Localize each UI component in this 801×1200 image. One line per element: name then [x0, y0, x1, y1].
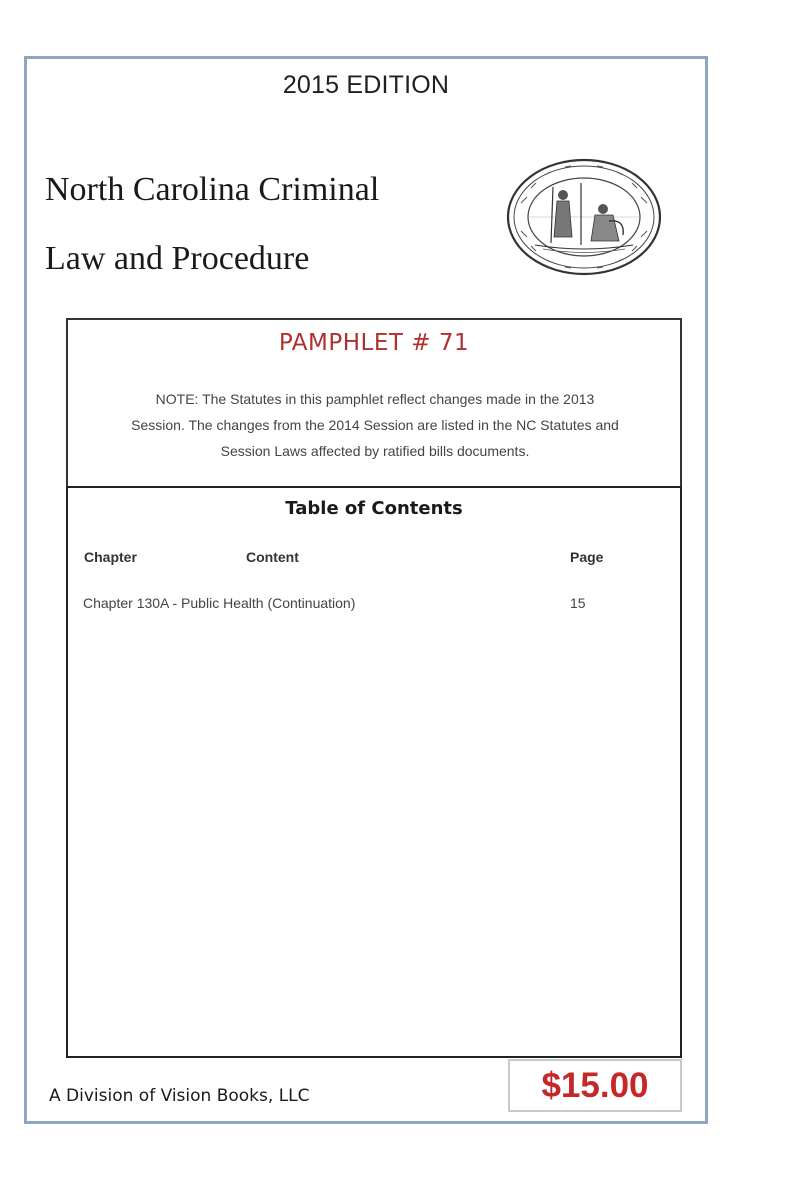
pamphlet-number: PAMPHLET # 71: [278, 330, 470, 356]
nc-state-seal-icon: [505, 157, 663, 277]
toc-header-page: Page: [570, 549, 604, 565]
toc-header-chapter: Chapter: [84, 549, 137, 565]
toc-row-page: 15: [570, 595, 586, 611]
toc-header-content: Content: [246, 549, 299, 565]
note-line: Session. The changes from the 2014 Session are listed in the NC Statutes and: [131, 417, 619, 433]
title-line-2: Law and Procedure: [45, 240, 310, 277]
book-cover: [24, 56, 708, 1124]
note-line: NOTE: The Statutes in this pamphlet reflect changes made in the 2013: [155, 391, 595, 407]
toc-title: Table of Contents: [285, 498, 463, 519]
price-label: $15.00: [541, 1066, 649, 1105]
price-box: [508, 1059, 682, 1112]
title-line-1: North Carolina Criminal: [45, 171, 380, 208]
note-box: [66, 318, 682, 486]
table-of-contents: [66, 486, 682, 1058]
toc-row-chapter: Chapter 130A - Public Health (Continuation): [83, 595, 356, 611]
edition-label: 2015 EDITION: [282, 71, 450, 99]
note-line: Session Laws affected by ratified bills documents.: [220, 443, 530, 459]
note-text: [82, 386, 668, 464]
publisher-label: A Division of Vision Books, LLC: [49, 1086, 310, 1106]
